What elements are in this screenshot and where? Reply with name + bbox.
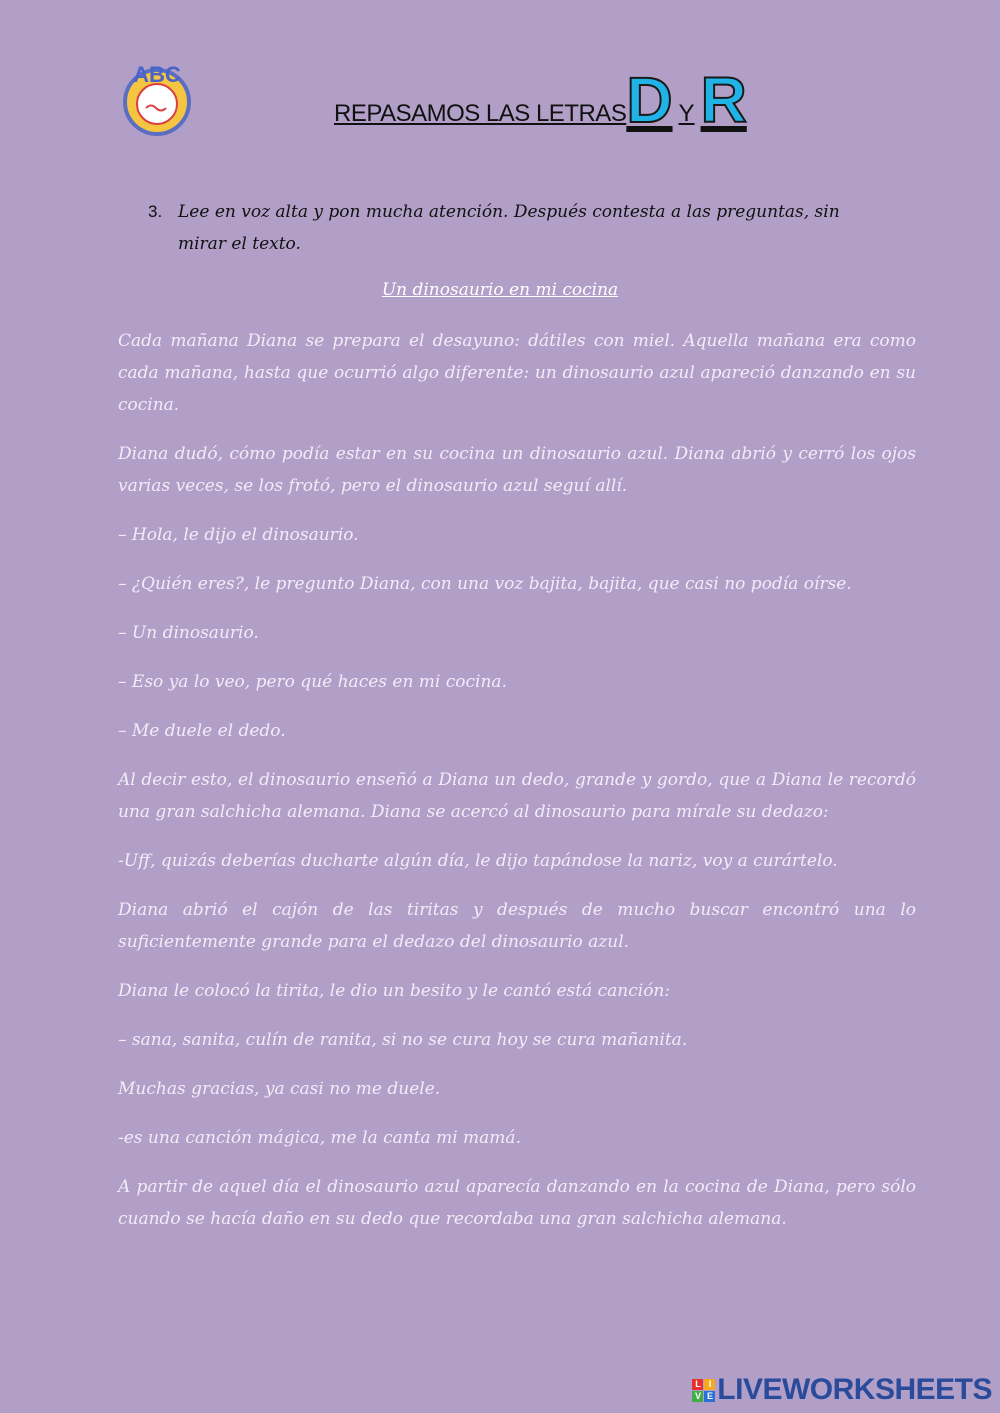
exercise-number: 3. — [148, 202, 163, 221]
svg-text:ABC: ABC — [133, 62, 181, 87]
story-title: Un dinosaurio en mi cocina — [381, 280, 619, 300]
page-title: REPASAMOS LAS LETRAS — [334, 100, 627, 127]
letter-r: R — [700, 64, 747, 136]
letter-d: D — [626, 64, 673, 136]
story-paragraph: Muchas gracias, ya casi no me duele. — [118, 1079, 441, 1099]
instruction-text: Lee en voz alta y pon mucha atención. Después contesta a las preguntas, sin mirar el texto. — [178, 202, 840, 254]
badge-letter: V — [692, 1391, 703, 1402]
story-paragraph: – Hola, le dijo el dinosaurio. — [118, 525, 359, 545]
story-paragraph: Diana le colocó la tirita, le dio un besito y le cantó está canción: — [118, 981, 671, 1001]
exercise-instruction — [148, 196, 888, 260]
story-paragraph: Diana abrió el cajón de las tiritas y después de mucho buscar encontró una lo suficientemente grande para el dedazo del dinosaurio azul. — [118, 900, 916, 952]
story-paragraph: Cada mañana Diana se prepara el desayuno: dátiles con miel. Aquella mañana era como cada mañana, hasta que ocurrió algo diferente: un dinosaurio azul apareció danzando en su cocina. — [118, 331, 916, 415]
brand-name: LIVEWORKSHEETS — [717, 1373, 992, 1406]
story-paragraph: – Eso ya lo veo, pero qué haces en mi cocina. — [118, 672, 507, 692]
story-paragraph: – Un dinosaurio. — [118, 623, 259, 643]
abc-logo — [118, 58, 196, 136]
story-paragraph: Diana dudó, cómo podía estar en su cocina un dinosaurio azul. Diana abrió y cerró los ojos varias veces, se los frotó, pero el dinosaurio azul seguí allí. — [118, 444, 916, 496]
story-paragraph: – Me duele el dedo. — [118, 721, 286, 741]
liveworksheets-logo[interactable] — [692, 1373, 992, 1407]
story-text — [118, 325, 916, 1252]
badge-letter: E — [704, 1391, 715, 1402]
story-paragraph: A partir de aquel día el dinosaurio azul aparecía danzando en la cocina de Diana, pero sólo cuando se hacía daño en su dedo que recordaba una gran salchicha alemana. — [118, 1177, 916, 1229]
live-badge-icon — [692, 1379, 715, 1402]
page-header — [334, 64, 747, 136]
story-paragraph: -es una canción mágica, me la canta mi mamá. — [118, 1128, 521, 1148]
story-paragraph: – ¿Quién eres?, le pregunto Diana, con una voz bajita, bajita, que casi no podía oírse. — [118, 574, 852, 594]
story-paragraph: Al decir esto, el dinosaurio enseñó a Diana un dedo, grande y gordo, que a Diana le recordó una gran salchicha alemana. Diana se acercó al dinosaurio para mírale su dedazo: — [118, 770, 916, 822]
badge-letter: I — [704, 1379, 715, 1390]
story-paragraph: – sana, sanita, culín de ranita, si no se cura hoy se cura mañanita. — [118, 1030, 688, 1050]
badge-letter: L — [692, 1379, 703, 1390]
letter-connector: Y — [678, 100, 695, 127]
story-paragraph: -Uff, quizás deberías ducharte algún día, le dijo tapándose la nariz, voy a curártelo. — [118, 851, 838, 871]
